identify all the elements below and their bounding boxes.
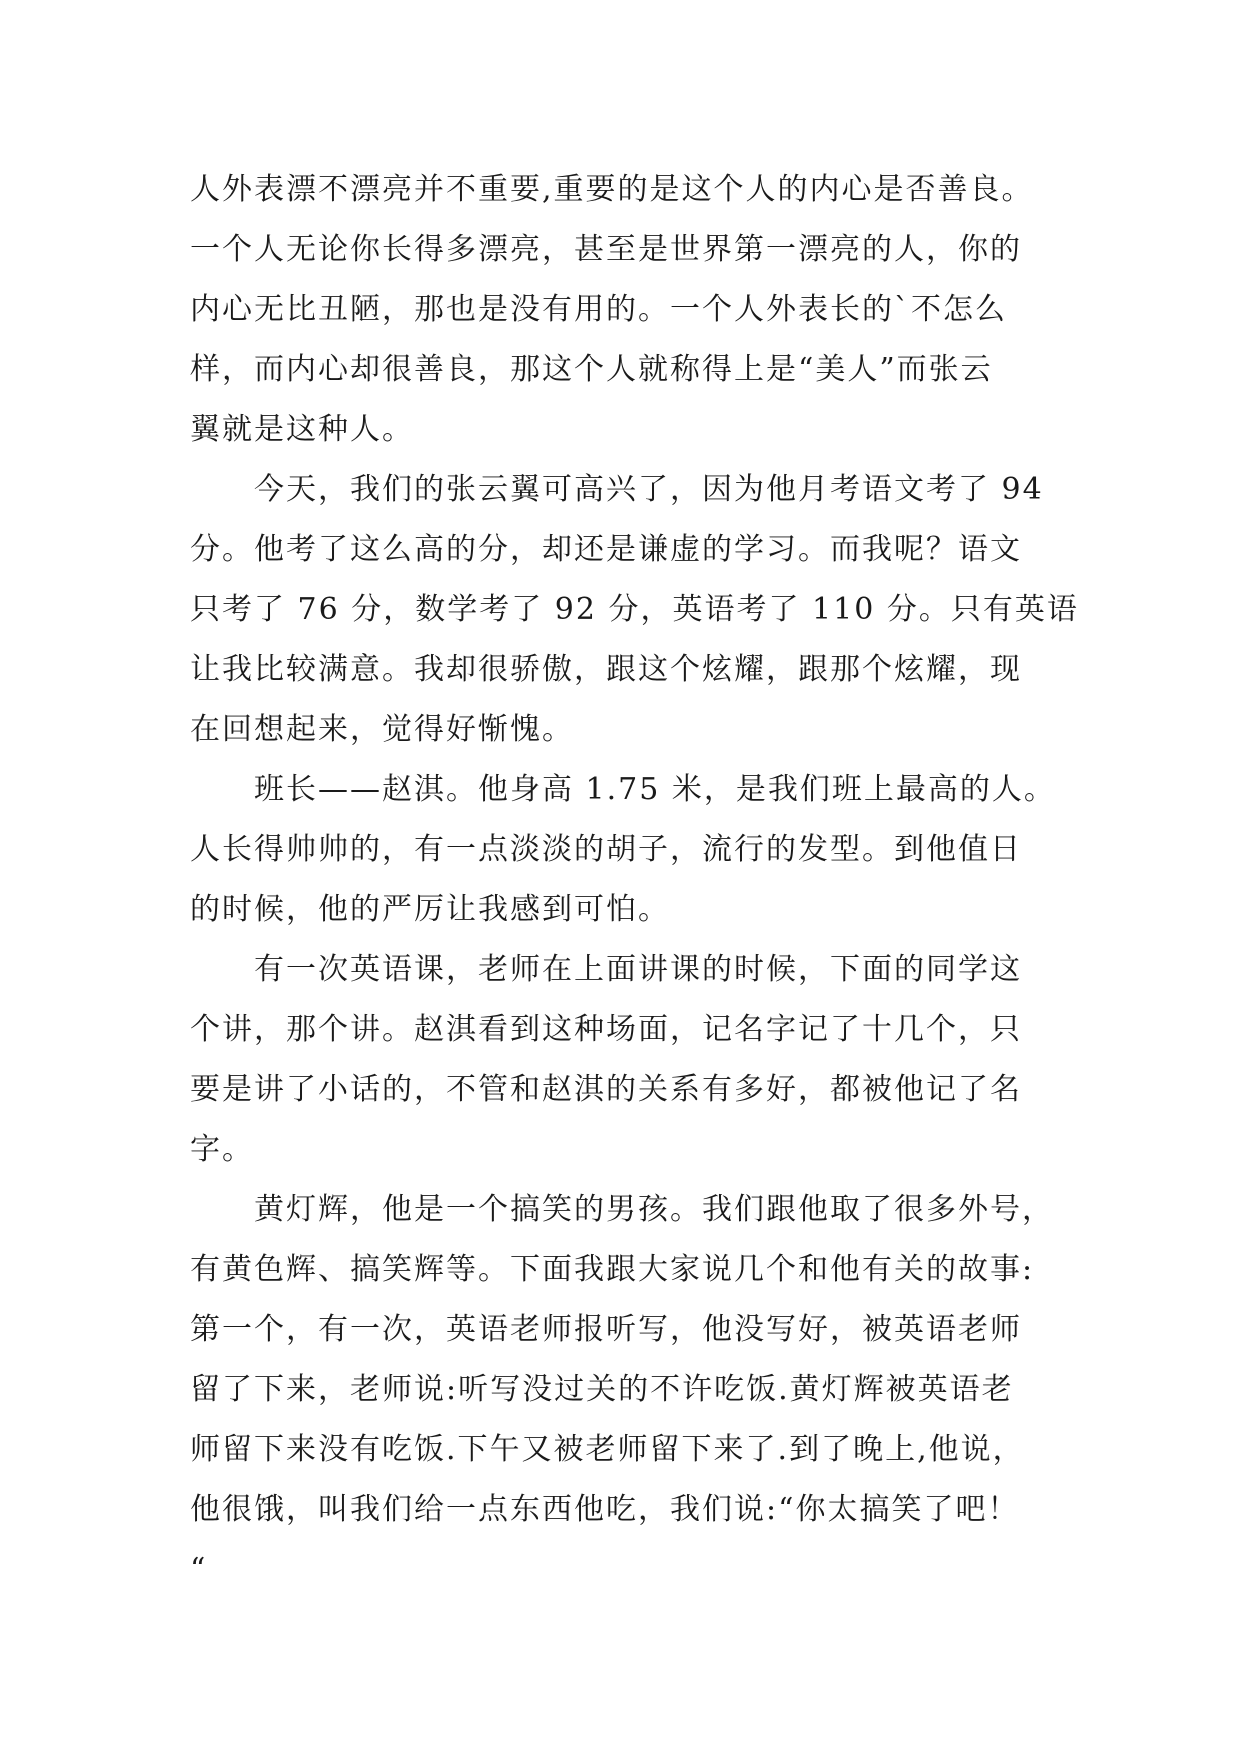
text-line-1: 人外表漂不漂亮并不重要,重要的是这个人的内心是否善良。: [190, 172, 1034, 207]
text-line-13: 的时候，他的严厉让我感到可怕。: [190, 892, 670, 927]
text-line-14: 有一次英语课，老师在上面讲课的时候，下面的同学这: [190, 952, 1022, 987]
body-text: [190, 160, 1090, 1600]
text-line-3: 内心无比丑陋，那也是没有用的。一个人外表长的`不怎么: [190, 292, 1007, 327]
text-line-2: 一个人无论你长得多漂亮，甚至是世界第一漂亮的人，你的: [190, 232, 1022, 267]
text-line-20: 第一个，有一次，英语老师报听写，他没写好，被英语老师: [190, 1312, 1022, 1347]
text-line-19: 有黄色辉、搞笑辉等。下面我跟大家说几个和他有关的故事:: [190, 1252, 1035, 1287]
text-line-7: 分。他考了这么高的分，却还是谦虚的学习。而我呢？语文: [190, 532, 1022, 567]
text-line-15: 个讲，那个讲。赵淇看到这种场面，记名字记了十几个，只: [190, 1012, 1022, 1047]
text-line-17: 字。: [190, 1132, 254, 1167]
text-line-16: 要是讲了小话的，不管和赵淇的关系有多好，都被他记了名: [190, 1072, 1022, 1107]
text-line-12: 人长得帅帅的，有一点淡淡的胡子，流行的发型。到他值日: [190, 832, 1022, 867]
text-line-21: 留了下来，老师说:听写没过关的不许吃饭.黄灯辉被英语老: [190, 1372, 1014, 1407]
text-line-5: 翼就是这种人。: [190, 412, 414, 447]
text-line-24: “: [190, 1552, 208, 1587]
text-line-8: 只考了 76 分，数学考了 92 分，英语考了 110 分。只有英语: [190, 592, 1079, 627]
text-line-22: 师留下来没有吃饭.下午又被老师留下来了.到了晚上,他说，: [190, 1432, 1025, 1467]
text-line-9: 让我比较满意。我却很骄傲，跟这个炫耀，跟那个炫耀，现: [190, 652, 1022, 687]
text-line-10: 在回想起来，觉得好惭愧。: [190, 712, 574, 747]
text-line-4: 样，而内心却很善良，那这个人就称得上是“美人”而张云: [190, 352, 993, 387]
text-line-23: 他很饿，叫我们给一点东西他吃，我们说:“你太搞笑了吧！: [190, 1492, 1020, 1527]
text-line-6: 今天，我们的张云翼可高兴了，因为他月考语文考了 94: [190, 472, 1044, 507]
text-line-18: 黄灯辉，他是一个搞笑的男孩。我们跟他取了很多外号，: [190, 1192, 1054, 1227]
text-line-11: 班长——赵淇。他身高 1.75 米，是我们班上最高的人。: [190, 772, 1056, 807]
